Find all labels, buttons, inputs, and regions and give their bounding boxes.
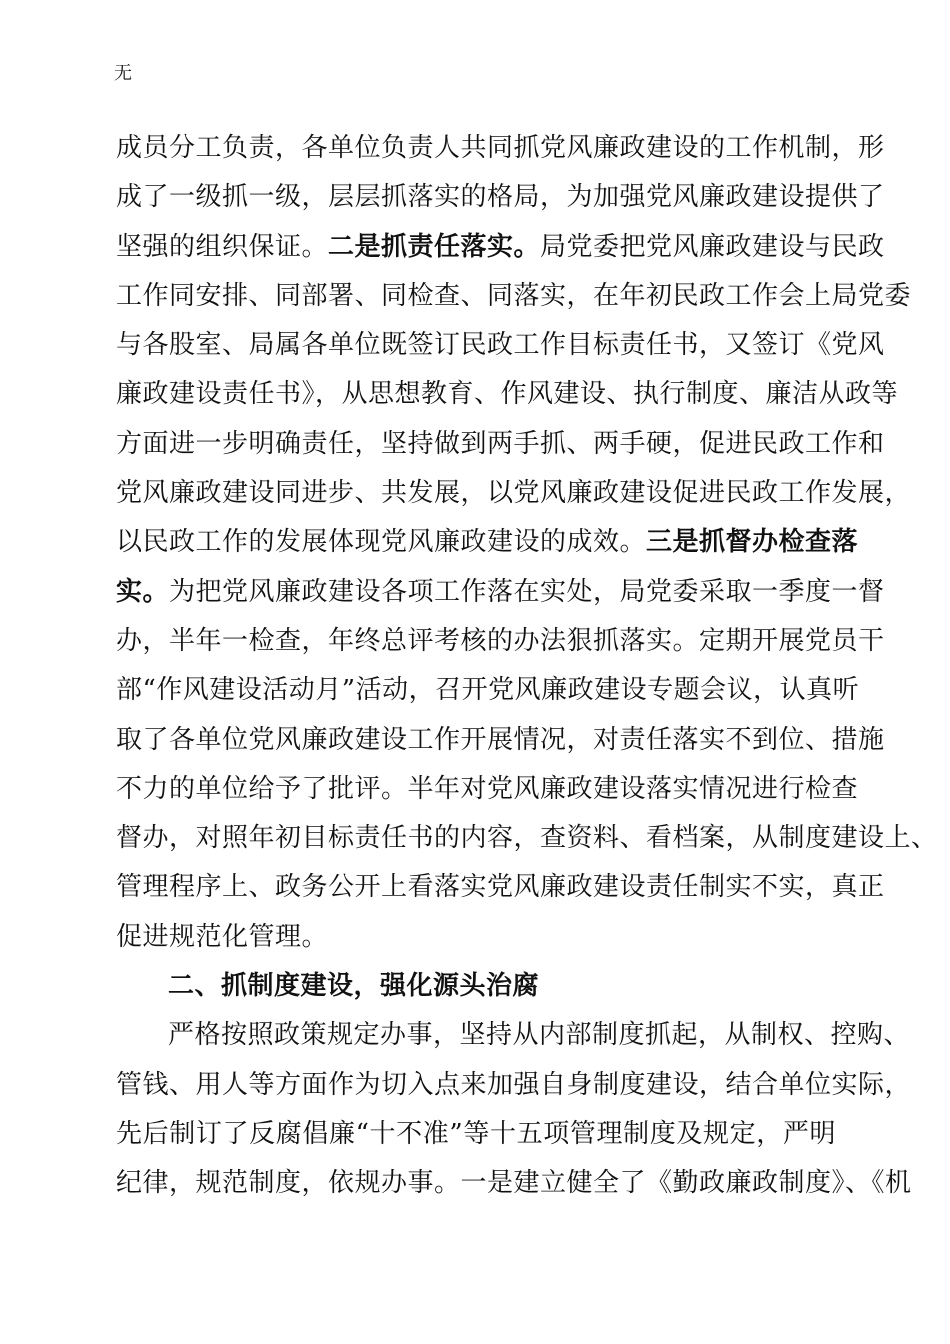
paragraph-line: 先后制订了反腐倡廉“十不准”等十五项管理制度及规定，严明 (116, 1118, 836, 1149)
paragraph-line: 不力的单位给予了批评。半年对党风廉政建设落实情况进行检查 (116, 773, 859, 804)
paragraph-line: 督办，对照年初目标责任书的内容，查资料、看档案，从制度建设上、 (116, 823, 938, 854)
header-mark: 无 (114, 63, 132, 84)
paragraph-line: 廉政建设责任书》，从思想教育、作风建设、执行制度、廉洁从政等 (116, 379, 899, 410)
section-heading-text: 二、抓制度建设，强化源头治腐 (168, 971, 540, 1002)
paragraph-line: 成员分工负责，各单位负责人共同抓党风廉政建设的工作机制，形 (116, 133, 885, 163)
paragraph-line: 成了一级抓一级，层层抓落实的格局，为加强党风廉政建设提供了 (116, 182, 885, 213)
paragraph-line: 管钱、用人等方面作为切入点来加强自身制度建设，结合单位实际， (116, 1069, 912, 1100)
paragraph-line (116, 568, 885, 617)
line-text: 局党委把党风廉政建设与民政 (540, 231, 885, 262)
paragraph-line: 工作同安排、同部署、同检查、同落实，在年初民政工作会上局党委 (116, 280, 912, 311)
paragraph-line: 与各股室、局属各单位既签订民政工作目标责任书，又签订《党风 (116, 330, 885, 361)
paragraph-line: 党风廉政建设同进步、共发展，以党风廉政建设促进民政工作发展， (116, 478, 912, 509)
paragraph-line: 严格按照政策规定办事，坚持从内部制度抓起，从制权、控购、 (168, 1020, 911, 1051)
bold-lead-in: 三是抓督办检查落 (646, 527, 859, 558)
paragraph-line: 办，半年一检查，年终总评考核的办法狠抓落实。定期开展党员干 (116, 625, 885, 656)
paragraph-line: 管理程序上、政务公开上看落实党风廉政建设责任制实不实，真正 (116, 872, 885, 903)
line-text: 为把党风廉政建设各项工作落在实处，局党委采取一季度一督 (169, 576, 885, 607)
paragraph-line: 部“作风建设活动月”活动，召开党风廉政建设专题会议，认真听 (116, 675, 860, 706)
paragraph-line (116, 223, 885, 272)
line-text: 以民政工作的发展体现党风廉政建设的成效。 (116, 527, 647, 558)
paragraph-line: 方面进一步明确责任，坚持做到两手抓、两手硬，促进民政工作和 (116, 428, 885, 459)
section-heading (116, 962, 836, 1011)
paragraph-line (116, 518, 859, 567)
bold-lead-in: 实。 (116, 576, 170, 607)
paragraph-line: 促进规范化管理。 (116, 921, 329, 952)
paragraph-line: 取了各单位党风廉政建设工作开展情况，对责任落实不到位、措施 (116, 724, 885, 755)
paragraph-line: 纪律，规范制度，依规办事。一是建立健全了《勤政廉政制度》、《机 (116, 1168, 912, 1199)
body-text (116, 124, 938, 1209)
line-text: 坚强的组织保证。 (116, 231, 329, 262)
bold-lead-in: 二是抓责任落实。 (328, 231, 541, 262)
